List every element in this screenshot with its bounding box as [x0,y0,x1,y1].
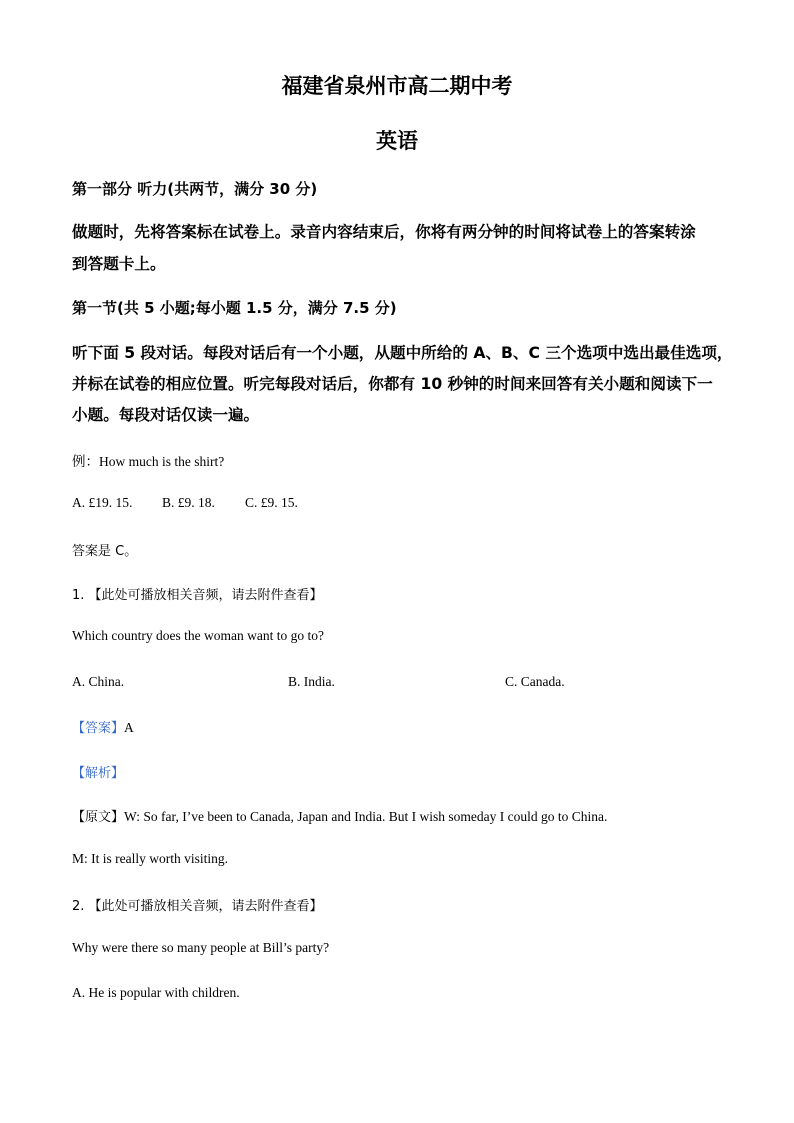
part1-instructions-line1: 做题时，先将答案标在试卷上。录音内容结束后，你将有两分钟的时间将试卷上的答案转涂 [72,223,696,241]
example-answer: 答案是 C。 [72,544,138,559]
section1-instructions-line1: 听下面 5 段对话。每段对话后有一个小题，从题中所给的 A、B、C 三个选项中选出最佳选项， [72,344,733,362]
q1-question: Which country does the woman want to go to? [72,628,324,643]
q1-option-a: A. China. [72,674,125,689]
section1-instructions-line3: 小题。每段对话仅读一遍。 [72,406,260,424]
part1-instructions-line2: 到答题卡上。 [72,255,166,273]
q1-original-w [72,806,607,826]
subject-title: 英语 [376,129,418,153]
q1-label: 1. 【此处可播放相关音频，请去附件查看】 [72,588,323,603]
example-option-a: A. £19. 15. [72,495,133,510]
original-w-text: W: So far, I’ve been to Canada, Japan and India. But I wish someday I could go to China. [124,809,608,824]
q2-option-a: A. He is popular with children. [72,985,240,1000]
q2-question: Why were there so many people at Bill’s party? [72,940,330,955]
original-tag: 【原文】 [72,810,125,825]
section1-instructions-line2: 并标在试卷的相应位置。听完每段对话后，你都有 10 秒钟的时间来回答有关小题和阅读下一 [72,375,713,393]
q1-analysis-tag: 【解析】 [72,766,125,781]
answer-value: A [124,720,134,735]
section1-heading: 第一节(共 5 小题;每小题 1.5 分，满分 7.5 分) [72,299,397,317]
page-title: 福建省泉州市高二期中考 [281,74,513,98]
q1-option-b: B. India. [288,674,335,689]
q1-option-c: C. Canada. [505,674,565,689]
example-question: 例：How much is the shirt? [72,454,225,469]
example-option-c: C. £9. 15. [245,495,298,510]
q1-original-m: M: It is really worth visiting. [72,851,228,866]
q1-answer [72,717,134,737]
answer-tag: 【答案】 [72,721,125,736]
part1-heading: 第一部分 听力(共两节，满分 30 分) [72,180,318,198]
q2-label: 2. 【此处可播放相关音频，请去附件查看】 [72,899,323,914]
example-option-b: B. £9. 18. [162,495,215,510]
